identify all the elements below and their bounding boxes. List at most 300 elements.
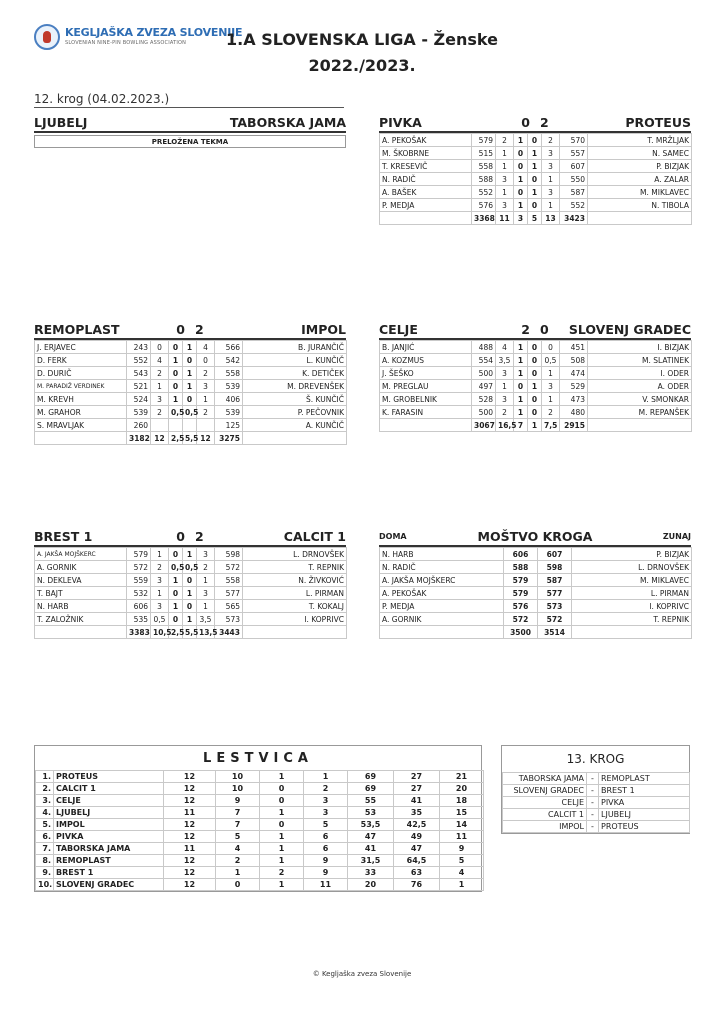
position: 3. bbox=[36, 795, 54, 807]
team-of-round-table bbox=[379, 547, 692, 639]
away-player: L. PIRMAN bbox=[243, 587, 347, 600]
draws: 1 bbox=[260, 831, 304, 843]
home-sets: 2 bbox=[496, 406, 514, 419]
played: 11 bbox=[164, 807, 216, 819]
away-sets: 2 bbox=[197, 367, 215, 380]
away-points: 1 bbox=[528, 186, 542, 199]
table-row bbox=[35, 600, 347, 613]
played: 12 bbox=[164, 855, 216, 867]
home-player: N. RADIČ bbox=[380, 561, 504, 574]
footer: © Kegljaška zveza Slovenije bbox=[312, 970, 412, 978]
away-points: 1 bbox=[528, 147, 542, 160]
season-title: 2022./2023. bbox=[308, 56, 416, 75]
away-team: BREST 1 bbox=[599, 785, 690, 797]
points-for: 53,5 bbox=[348, 819, 394, 831]
home-player: T. BAJT bbox=[35, 587, 127, 600]
away-points: 1 bbox=[183, 380, 197, 393]
home-points: 0 bbox=[169, 341, 183, 354]
points-against: 63 bbox=[394, 867, 440, 879]
points-against: 49 bbox=[394, 831, 440, 843]
league-points: 21 bbox=[440, 771, 484, 783]
away-pins: 598 bbox=[538, 561, 572, 574]
home-pins: 539 bbox=[127, 406, 151, 419]
fixture-row bbox=[503, 785, 690, 797]
away-player: L. DRNOVŠEK bbox=[243, 548, 347, 561]
home-player: K. FARASIN bbox=[380, 406, 472, 419]
away-total-points: 5,5 bbox=[183, 626, 197, 639]
home-pins: 559 bbox=[127, 574, 151, 587]
separator: - bbox=[587, 773, 599, 785]
away-pins: 558 bbox=[215, 367, 243, 380]
table-row bbox=[35, 613, 347, 626]
away-total: 3514 bbox=[538, 626, 572, 639]
home-points: 0 bbox=[169, 367, 183, 380]
away-pins: 539 bbox=[215, 406, 243, 419]
draws: 0 bbox=[260, 783, 304, 795]
next-round-table bbox=[502, 772, 690, 833]
away-sets: 1 bbox=[542, 367, 560, 380]
league-points: 14 bbox=[440, 819, 484, 831]
empty-cell bbox=[380, 419, 472, 432]
home-points: 0 bbox=[514, 380, 528, 393]
total-row bbox=[380, 419, 692, 432]
home-pins: 579 bbox=[504, 587, 538, 600]
away-points: 0 bbox=[183, 600, 197, 613]
away-total-sets: 13,5 bbox=[197, 626, 215, 639]
away-player: P. BIZJAK bbox=[572, 548, 692, 561]
away-player: M. SLATINEK bbox=[588, 354, 692, 367]
empty-cell bbox=[380, 626, 504, 639]
away-player: I. KOPRIVC bbox=[572, 600, 692, 613]
team-name: IMPOL bbox=[54, 819, 164, 831]
away-total-sets: 13 bbox=[542, 212, 560, 225]
points-against: 76 bbox=[394, 879, 440, 891]
away-total-points: 5 bbox=[528, 212, 542, 225]
away-points: 1 bbox=[183, 367, 197, 380]
away-points bbox=[183, 419, 197, 432]
away-total-points: 5,5 bbox=[183, 432, 197, 445]
home-player: B. JANJIĆ bbox=[380, 341, 472, 354]
home-pins: 515 bbox=[472, 147, 496, 160]
points-against: 41 bbox=[394, 795, 440, 807]
home-score: 2 bbox=[521, 322, 530, 337]
away-player: P. PEČOVNIK bbox=[243, 406, 347, 419]
home-sets: 1 bbox=[151, 587, 169, 600]
away-total-pins: 3443 bbox=[215, 626, 243, 639]
away-player: A. KUNČIČ bbox=[243, 419, 347, 432]
home-player: A. GORNIK bbox=[35, 561, 127, 574]
points-for: 33 bbox=[348, 867, 394, 879]
points-against: 27 bbox=[394, 771, 440, 783]
home-player: A. KOZMUS bbox=[380, 354, 472, 367]
home-points: 0,5 bbox=[169, 406, 183, 419]
away-pins: 529 bbox=[560, 380, 588, 393]
team-of-round-title: MOŠTVO KROGA bbox=[477, 529, 593, 544]
home-player: A. PEKOŠAK bbox=[380, 134, 472, 147]
match-ljubelj-taborska bbox=[34, 113, 346, 148]
team-of-round-header bbox=[379, 527, 691, 545]
home-team: SLOVENJ GRADEC bbox=[503, 785, 587, 797]
fixture-row bbox=[503, 809, 690, 821]
away-sets: 0 bbox=[542, 341, 560, 354]
away-pins: 598 bbox=[215, 548, 243, 561]
away-total-pins: 2915 bbox=[560, 419, 588, 432]
away-pins: 508 bbox=[560, 354, 588, 367]
home-player: J. ŠEŠKO bbox=[380, 367, 472, 380]
home-player: M. PARADIŽ VERDINEK bbox=[35, 380, 127, 393]
losses: 5 bbox=[304, 819, 348, 831]
away-team: SLOVENJ GRADEC bbox=[568, 322, 691, 337]
points-against: 47 bbox=[394, 843, 440, 855]
home-player: A. PEKOŠAK bbox=[380, 587, 504, 600]
away-total-sets: 12 bbox=[197, 432, 215, 445]
home-player: D. FERK bbox=[35, 354, 127, 367]
away-pins: 572 bbox=[215, 561, 243, 574]
home-sets: 2 bbox=[496, 134, 514, 147]
away-sets: 1 bbox=[197, 393, 215, 406]
home-total-sets: 10,5 bbox=[151, 626, 169, 639]
home-points: 0 bbox=[169, 613, 183, 626]
away-pins: 125 bbox=[215, 419, 243, 432]
standings-row bbox=[36, 807, 484, 819]
home-sets: 3 bbox=[151, 600, 169, 613]
home-team: CALCIT 1 bbox=[503, 809, 587, 821]
losses: 1 bbox=[304, 771, 348, 783]
home-points: 0 bbox=[514, 186, 528, 199]
home-total-sets: 12 bbox=[151, 432, 169, 445]
home-points: 1 bbox=[514, 134, 528, 147]
standings-title: LESTVICA bbox=[203, 751, 313, 766]
team-name: SLOVENJ GRADEC bbox=[54, 879, 164, 891]
home-player: A. GORNIK bbox=[380, 613, 504, 626]
away-team: PIVKA bbox=[599, 797, 690, 809]
away-player: I. ODER bbox=[588, 367, 692, 380]
away-sets: 1 bbox=[542, 199, 560, 212]
wins: 9 bbox=[216, 795, 260, 807]
table-row bbox=[35, 419, 347, 432]
home-total: 3500 bbox=[504, 626, 538, 639]
away-player: A. ZALAR bbox=[588, 173, 692, 186]
table-row bbox=[380, 173, 692, 186]
match-pivka-proteus bbox=[379, 113, 691, 225]
away-total-sets: 7,5 bbox=[542, 419, 560, 432]
standings-row bbox=[36, 855, 484, 867]
home-sets: 1 bbox=[496, 147, 514, 160]
away-pins: 587 bbox=[538, 574, 572, 587]
away-player: A. ODER bbox=[588, 380, 692, 393]
played: 12 bbox=[164, 783, 216, 795]
home-points: 0 bbox=[169, 587, 183, 600]
away-player: M. REPANŠEK bbox=[588, 406, 692, 419]
home-points: 1 bbox=[514, 341, 528, 354]
away-player: L. DRNOVŠEK bbox=[572, 561, 692, 574]
table-row bbox=[35, 574, 347, 587]
home-pins: 588 bbox=[472, 173, 496, 186]
table-row bbox=[380, 147, 692, 160]
home-sets: 4 bbox=[151, 354, 169, 367]
away-pins: 577 bbox=[538, 587, 572, 600]
table-row bbox=[380, 574, 692, 587]
home-player: A. JAKŠA MOJŠKERC bbox=[380, 574, 504, 587]
position: 2. bbox=[36, 783, 54, 795]
away-sets: 0,5 bbox=[542, 354, 560, 367]
total-row bbox=[35, 432, 347, 445]
home-player: M. GROBELNIK bbox=[380, 393, 472, 406]
standings-row bbox=[36, 771, 484, 783]
away-points: 0 bbox=[528, 134, 542, 147]
home-pins: 521 bbox=[127, 380, 151, 393]
home-points: 0,5 bbox=[169, 561, 183, 574]
standings bbox=[34, 745, 482, 892]
away-sets: 2 bbox=[542, 406, 560, 419]
standings-table bbox=[35, 770, 484, 891]
home-points: 1 bbox=[514, 173, 528, 186]
home-pins: 579 bbox=[127, 548, 151, 561]
home-pins: 535 bbox=[127, 613, 151, 626]
home-points: 1 bbox=[514, 406, 528, 419]
fixture-row bbox=[503, 797, 690, 809]
losses: 9 bbox=[304, 867, 348, 879]
home-total-points: 2,5 bbox=[169, 626, 183, 639]
draws: 1 bbox=[260, 771, 304, 783]
away-team: REMOPLAST bbox=[599, 773, 690, 785]
played: 11 bbox=[164, 843, 216, 855]
table-row bbox=[380, 600, 692, 613]
away-points: 1 bbox=[183, 587, 197, 600]
home-pins: 260 bbox=[127, 419, 151, 432]
empty-cell bbox=[380, 212, 472, 225]
match-header bbox=[34, 320, 346, 338]
away-label: ZUNAJ bbox=[662, 532, 691, 541]
position: 6. bbox=[36, 831, 54, 843]
away-pins: 480 bbox=[560, 406, 588, 419]
home-player: J. ERJAVEC bbox=[35, 341, 127, 354]
away-points: 0,5 bbox=[183, 406, 197, 419]
away-sets: 0 bbox=[197, 354, 215, 367]
points-for: 53 bbox=[348, 807, 394, 819]
played: 12 bbox=[164, 819, 216, 831]
home-pins: 524 bbox=[127, 393, 151, 406]
wins: 0 bbox=[216, 879, 260, 891]
away-pins: 607 bbox=[560, 160, 588, 173]
round-label: 12. krog (04.02.2023.) bbox=[34, 92, 170, 106]
fixture-row bbox=[503, 773, 690, 785]
points-against: 64,5 bbox=[394, 855, 440, 867]
home-sets: 0 bbox=[151, 341, 169, 354]
away-team: TABORSKA JAMA bbox=[229, 115, 346, 130]
home-points bbox=[169, 419, 183, 432]
team-name: CELJE bbox=[54, 795, 164, 807]
table-row bbox=[35, 354, 347, 367]
away-sets: 4 bbox=[197, 341, 215, 354]
home-player: S. MRAVLJAK bbox=[35, 419, 127, 432]
home-player: T. ZALOŽNIK bbox=[35, 613, 127, 626]
away-pins: 451 bbox=[560, 341, 588, 354]
home-sets: 3 bbox=[496, 199, 514, 212]
match-score bbox=[34, 322, 346, 337]
home-sets: 2 bbox=[151, 561, 169, 574]
home-pins: 554 bbox=[472, 354, 496, 367]
home-points: 0 bbox=[169, 380, 183, 393]
page-title: 1.A SLOVENSKA LIGA - Ženske bbox=[226, 30, 498, 49]
away-total-points: 1 bbox=[528, 419, 542, 432]
home-sets: 3 bbox=[496, 367, 514, 380]
home-pins: 572 bbox=[504, 613, 538, 626]
away-pins: 557 bbox=[560, 147, 588, 160]
home-total-pins: 3383 bbox=[127, 626, 151, 639]
away-pins: 573 bbox=[215, 613, 243, 626]
home-points: 1 bbox=[514, 354, 528, 367]
home-points: 1 bbox=[514, 393, 528, 406]
away-sets bbox=[197, 419, 215, 432]
home-total-sets: 11 bbox=[496, 212, 514, 225]
away-sets: 3 bbox=[542, 160, 560, 173]
home-points: 1 bbox=[169, 393, 183, 406]
away-team: IMPOL bbox=[301, 322, 346, 337]
home-team: TABORSKA JAMA bbox=[503, 773, 587, 785]
home-pins: 488 bbox=[472, 341, 496, 354]
away-sets: 1 bbox=[197, 600, 215, 613]
position: 4. bbox=[36, 807, 54, 819]
away-score: 2 bbox=[195, 322, 204, 337]
total-row bbox=[380, 626, 692, 639]
away-player: M. MIKLAVEC bbox=[572, 574, 692, 587]
away-pins: 577 bbox=[215, 587, 243, 600]
home-points: 1 bbox=[514, 367, 528, 380]
wins: 5 bbox=[216, 831, 260, 843]
home-pins: 579 bbox=[472, 134, 496, 147]
separator: - bbox=[587, 797, 599, 809]
away-pins: 572 bbox=[538, 613, 572, 626]
home-score: 0 bbox=[176, 529, 185, 544]
empty-cell bbox=[588, 212, 692, 225]
draws: 1 bbox=[260, 843, 304, 855]
home-pins: 572 bbox=[127, 561, 151, 574]
away-player: B. JURANČIČ bbox=[243, 341, 347, 354]
postponed-note: PRELOŽENA TEKMA bbox=[34, 135, 346, 148]
home-pins: 497 bbox=[472, 380, 496, 393]
standings-row bbox=[36, 783, 484, 795]
home-player: M. KREVH bbox=[35, 393, 127, 406]
home-points: 0 bbox=[169, 548, 183, 561]
home-player: N. HARB bbox=[35, 600, 127, 613]
away-points: 0 bbox=[183, 574, 197, 587]
table-row bbox=[380, 393, 692, 406]
next-round-title: 13. KROG bbox=[566, 752, 625, 766]
table-row bbox=[380, 199, 692, 212]
table-row bbox=[35, 548, 347, 561]
table-row bbox=[35, 393, 347, 406]
away-sets: 3,5 bbox=[197, 613, 215, 626]
table-row bbox=[380, 367, 692, 380]
away-sets: 3 bbox=[197, 548, 215, 561]
home-sets: 3 bbox=[151, 393, 169, 406]
home-pins: 500 bbox=[472, 367, 496, 380]
table-row bbox=[380, 186, 692, 199]
position: 1. bbox=[36, 771, 54, 783]
away-score: 0 bbox=[540, 322, 549, 337]
wins: 10 bbox=[216, 783, 260, 795]
match-header bbox=[34, 113, 346, 131]
home-team: CELJE bbox=[503, 797, 587, 809]
empty-cell bbox=[588, 419, 692, 432]
standings-row bbox=[36, 795, 484, 807]
standings-row bbox=[36, 831, 484, 843]
team-name: BREST 1 bbox=[54, 867, 164, 879]
away-player: T. MRŽLJAK bbox=[588, 134, 692, 147]
away-points: 0 bbox=[528, 173, 542, 186]
away-player: L. PIRMAN bbox=[572, 587, 692, 600]
home-sets: 1 bbox=[496, 186, 514, 199]
home-total-sets: 16,5 bbox=[496, 419, 514, 432]
empty-cell bbox=[243, 432, 347, 445]
away-pins: 565 bbox=[215, 600, 243, 613]
home-team: PIVKA bbox=[379, 115, 422, 130]
home-points: 1 bbox=[169, 600, 183, 613]
losses: 9 bbox=[304, 855, 348, 867]
league-points: 18 bbox=[440, 795, 484, 807]
losses: 11 bbox=[304, 879, 348, 891]
away-sets: 2 bbox=[197, 406, 215, 419]
table-row bbox=[380, 341, 692, 354]
away-points: 0 bbox=[183, 393, 197, 406]
away-score: 2 bbox=[540, 115, 549, 130]
away-points: 0 bbox=[528, 393, 542, 406]
draws: 1 bbox=[260, 855, 304, 867]
points-for: 55 bbox=[348, 795, 394, 807]
home-team: LJUBELJ bbox=[34, 115, 88, 130]
table-row bbox=[380, 561, 692, 574]
away-points: 1 bbox=[183, 613, 197, 626]
away-sets: 1 bbox=[542, 393, 560, 406]
home-pins: 552 bbox=[127, 354, 151, 367]
away-player: K. DETIČEK bbox=[243, 367, 347, 380]
team-name: PROTEUS bbox=[54, 771, 164, 783]
table-row bbox=[35, 380, 347, 393]
played: 12 bbox=[164, 867, 216, 879]
home-player: A. JAKŠA MOJŠKERC bbox=[35, 548, 127, 561]
away-player: P. BIZJAK bbox=[588, 160, 692, 173]
home-points: 0 bbox=[514, 147, 528, 160]
away-player: N. ŽIVKOVIĆ bbox=[243, 574, 347, 587]
home-player: M. PREGLAU bbox=[380, 380, 472, 393]
home-points: 1 bbox=[169, 354, 183, 367]
home-sets: 3 bbox=[151, 574, 169, 587]
home-sets: 2 bbox=[151, 367, 169, 380]
home-pins: 588 bbox=[504, 561, 538, 574]
league-points: 4 bbox=[440, 867, 484, 879]
home-pins: 606 bbox=[504, 548, 538, 561]
table-row bbox=[35, 367, 347, 380]
home-sets bbox=[151, 419, 169, 432]
match-brest-calcit bbox=[34, 527, 346, 639]
home-points: 0 bbox=[514, 160, 528, 173]
away-sets: 1 bbox=[542, 173, 560, 186]
position: 8. bbox=[36, 855, 54, 867]
losses: 6 bbox=[304, 831, 348, 843]
away-sets: 3 bbox=[542, 380, 560, 393]
home-player: N. HARB bbox=[380, 548, 504, 561]
points-against: 27 bbox=[394, 783, 440, 795]
home-sets: 0,5 bbox=[151, 613, 169, 626]
away-pins: 542 bbox=[215, 354, 243, 367]
standings-row bbox=[36, 819, 484, 831]
league-points: 20 bbox=[440, 783, 484, 795]
away-pins: 539 bbox=[215, 380, 243, 393]
separator: - bbox=[587, 809, 599, 821]
home-pins: 500 bbox=[472, 406, 496, 419]
away-pins: 587 bbox=[560, 186, 588, 199]
